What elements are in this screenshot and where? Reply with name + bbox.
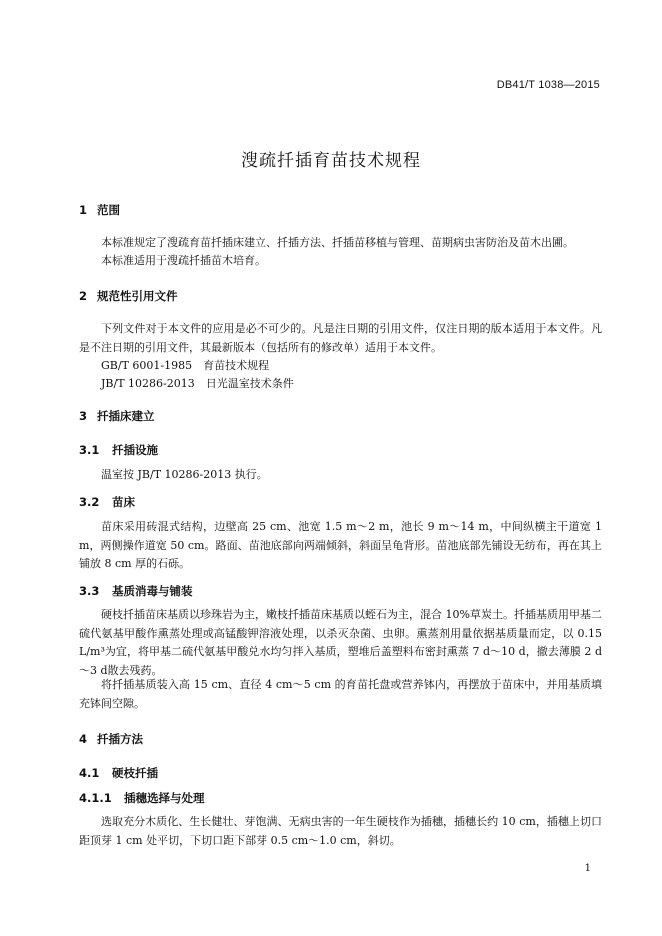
section-1-heading bbox=[79, 202, 120, 218]
section-title: 扦插床建立 bbox=[97, 409, 155, 423]
section-4-1-1-heading bbox=[79, 790, 205, 806]
section-4-1-1-paragraph: 选取充分木质化、生长健壮、芽饱满、无病虫害的一年生硬枝作为插穗，插穗长约 10 cm，插穗上切口距顶芽 1 cm 处平切，下切口距下部芽 0.5 cm～1.0 cm，斜切。 bbox=[79, 815, 602, 847]
section-3-3-paragraph-2: 将扦插基质装入高 15 cm、直径 4 cm～5 cm 的育苗托盘或营养钵内，再摆放于苗床中，并用基质填充钵间空隙。 bbox=[79, 678, 602, 710]
section-3-2-paragraph: 苗床采用砖混式结构，边壁高 25 cm、池宽 1.5 m～2 m，池长 9 m～14 m，中间纵横主干道宽 1 m，两侧操作道宽 50 cm。路面、苗池底部向两端倾斜，斜面呈龟背形。苗池底部先铺设无纺布，再在其上铺放 8 cm 厚的石砾。 bbox=[79, 520, 602, 570]
section-number: 3.2 bbox=[79, 495, 100, 509]
section-2-paragraph: 下列文件对于本文件的应用是必不可少的。凡是注日期的引用文件，仅注日期的版本适用于本文件。凡是不注日期的引用文件，其最新版本（包括所有的修改单）适用于本文件。 bbox=[79, 322, 602, 354]
section-4-heading bbox=[79, 731, 143, 747]
section-number: 3.1 bbox=[79, 443, 100, 457]
section-number: 3 bbox=[79, 409, 88, 423]
section-title: 范围 bbox=[97, 203, 120, 217]
section-3-3-paragraph-1: 硬枝扦插苗床基质以珍珠岩为主，嫩枝扦插苗床基质以蛭石为主，混合 10%草炭土。扦插基质用甲基二硫代氨基甲酸作熏蒸处理或高锰酸钾溶液处理，以杀灭杂菌、虫卵。熏蒸剂用量依据基质量而定，以 0.15 L/m³为宜，将甲基二硫代氨基甲酸兑水均匀拌入基质，塑堆后盖塑料布密封熏蒸 7 d～10 d，撤去薄膜 2 d～3 d散去残药。 bbox=[79, 608, 602, 677]
section-number: 4 bbox=[79, 732, 88, 746]
section-2-heading bbox=[79, 288, 178, 304]
page-title: 溲疏扦插育苗技术规程 bbox=[241, 151, 421, 171]
reference-item: GB/T 6001-1985 育苗技术规程 bbox=[101, 359, 270, 372]
section-number: 4.1 bbox=[79, 766, 100, 780]
standard-code: DB41/T 1038—2015 bbox=[496, 79, 600, 91]
section-title: 扦插设施 bbox=[112, 443, 158, 457]
reference-item: JB/T 10286-2013 日光温室技术条件 bbox=[101, 377, 294, 390]
section-3-3-heading bbox=[79, 583, 193, 599]
section-3-1-heading bbox=[79, 442, 158, 458]
section-title: 硬枝扦插 bbox=[112, 766, 158, 780]
section-title: 规范性引用文件 bbox=[97, 289, 178, 303]
section-3-2-heading bbox=[79, 494, 135, 510]
section-number: 1 bbox=[79, 203, 88, 217]
section-title: 扦插方法 bbox=[97, 732, 143, 746]
section-1-paragraph-1: 本标准规定了溲疏育苗扦插床建立、扦插方法、扦插苗移植与管理、苗期病虫害防治及苗木出圃。 bbox=[101, 236, 574, 249]
section-1-paragraph-2: 本标准适用于溲疏扦插苗木培育。 bbox=[101, 254, 266, 267]
page-number: 1 bbox=[584, 863, 591, 874]
section-title: 基质消毒与铺装 bbox=[112, 584, 193, 598]
section-title: 插穗选择与处理 bbox=[124, 791, 205, 805]
section-3-heading bbox=[79, 408, 155, 424]
section-number: 2 bbox=[79, 289, 88, 303]
section-3-1-paragraph: 温室按 JB/T 10286-2013 执行。 bbox=[101, 468, 268, 481]
section-number: 4.1.1 bbox=[79, 791, 112, 805]
section-4-1-heading bbox=[79, 765, 158, 781]
section-number: 3.3 bbox=[79, 584, 100, 598]
section-title: 苗床 bbox=[112, 495, 135, 509]
